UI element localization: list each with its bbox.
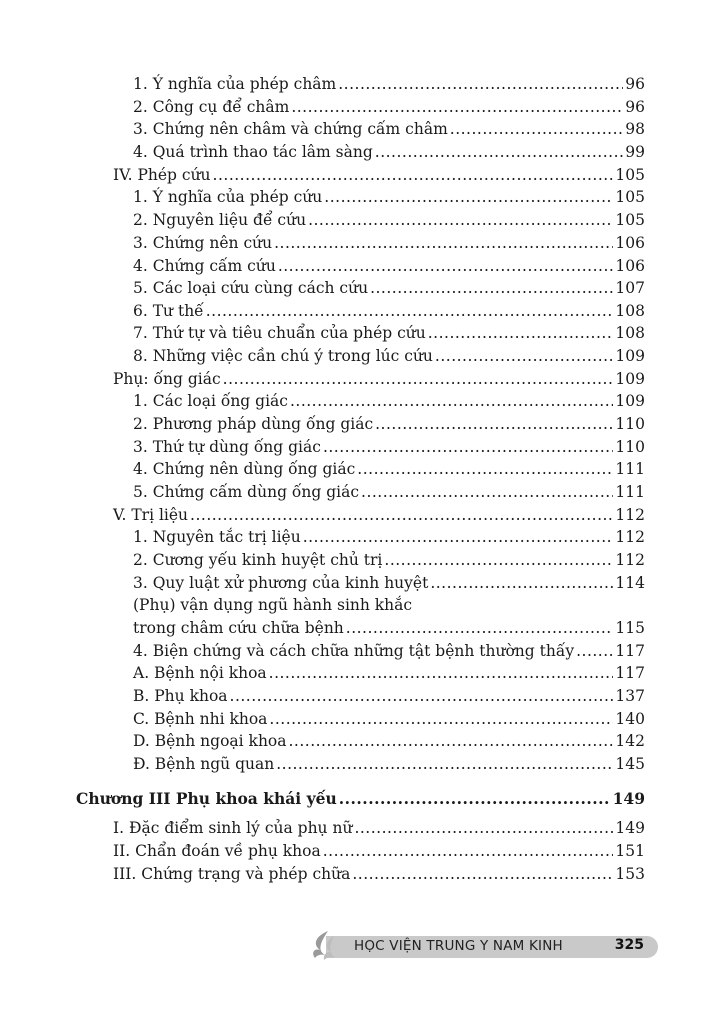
toc-leader <box>190 505 613 525</box>
toc-leader <box>576 641 613 661</box>
toc-leader <box>428 323 614 343</box>
toc-entry <box>133 573 645 593</box>
toc-entry-label: 3. Chứng nên cứu <box>133 234 273 252</box>
toc-entry-label: trong châm cứu chữa bệnh <box>133 619 344 637</box>
toc-entry-label: 3. Quy luật xử phương của kinh huyệt <box>133 574 429 592</box>
toc-leader <box>339 789 611 809</box>
footer-page-number: 325 <box>614 937 644 953</box>
toc-leader <box>303 527 614 547</box>
toc-leader <box>346 618 614 638</box>
toc-leader <box>323 841 614 861</box>
toc-entry-page: 142 <box>615 732 645 750</box>
toc-entry-page: 137 <box>615 687 645 705</box>
toc-entry <box>133 210 645 230</box>
toc-entry-label: A. Bệnh nội khoa <box>133 664 267 682</box>
toc-entry <box>133 97 645 117</box>
toc-entry <box>133 119 645 139</box>
toc-leader <box>213 165 614 185</box>
toc-entry-label: 1. Các loại ống giác <box>133 392 288 410</box>
toc-entry-label: Đ. Bệnh ngũ quan <box>133 755 275 773</box>
toc-entry-label: 5. Chứng cấm dùng ống giác <box>133 483 360 501</box>
toc-entry-page: 110 <box>615 438 645 456</box>
toc-entry-page: 117 <box>615 664 645 682</box>
toc-entry-page: 109 <box>615 347 645 365</box>
toc-entry-page: 111 <box>615 460 645 478</box>
toc-leader <box>357 459 613 479</box>
toc-leader <box>274 233 613 253</box>
toc-entry-page: 110 <box>615 415 645 433</box>
toc-leader <box>384 550 613 570</box>
toc-entry-page: 114 <box>615 574 645 592</box>
toc-section <box>113 818 645 838</box>
toc-entry <box>133 709 645 729</box>
toc-entry-label: 3. Chứng nên châm và chứng cấm châm <box>133 120 448 138</box>
toc-leader <box>375 414 613 434</box>
toc-entry-label: 1. Ý nghĩa của phép châm <box>133 75 337 93</box>
toc-entry <box>133 550 645 570</box>
toc-leader <box>430 573 613 593</box>
toc-entry-label: 3. Thứ tự dùng ống giác <box>133 438 321 456</box>
toc-entry <box>133 278 645 298</box>
toc-entry-page: 105 <box>615 188 645 206</box>
toc-entry-label: 1. Nguyên tắc trị liệu <box>133 528 301 546</box>
toc-entry-label: 4. Chứng nên dùng ống giác <box>133 460 356 478</box>
toc-entry-label: 2. Cương yếu kinh huyệt chủ trị <box>133 551 383 569</box>
toc-leader <box>289 731 614 751</box>
toc-entry-label: 1. Ý nghĩa của phép cứu <box>133 188 323 206</box>
toc-entry-label: V. Trị liệu <box>113 506 189 524</box>
toc-entry-page: 145 <box>615 755 645 773</box>
toc-entry-label: III. Chứng trạng và phép chữa <box>113 865 351 883</box>
toc-entry-page: 151 <box>615 842 645 860</box>
toc-entry-label: 6. Tư thế <box>133 302 204 320</box>
toc-entry-label: 7. Thứ tự và tiêu chuẩn của phép cứu <box>133 324 426 342</box>
toc-entry <box>133 686 645 706</box>
toc-chapter-heading <box>76 789 645 809</box>
toc-entry <box>133 323 645 343</box>
toc-leader <box>308 210 613 230</box>
toc-entry <box>133 731 645 751</box>
toc-entry-page: 108 <box>615 324 645 342</box>
toc-entry-page: 96 <box>625 98 645 116</box>
toc-entry-page: 140 <box>615 710 645 728</box>
toc-leader <box>324 187 613 207</box>
toc-leader <box>370 278 613 298</box>
toc-leader <box>223 369 614 389</box>
toc-entry <box>133 618 645 638</box>
toc-entry-page: 111 <box>615 483 645 501</box>
toc-entry <box>133 663 645 683</box>
toc-leader <box>323 437 613 457</box>
toc-entry <box>133 459 645 479</box>
toc-entry-page: 99 <box>625 143 645 161</box>
toc-leader <box>361 482 613 502</box>
toc-chapter-page: 149 <box>612 789 645 808</box>
toc-leader <box>269 709 613 729</box>
toc-entry <box>133 595 645 615</box>
toc-leader <box>338 74 623 94</box>
toc-entry-page: 106 <box>615 234 645 252</box>
toc-entry <box>133 527 645 547</box>
toc-entry-page: 112 <box>615 551 645 569</box>
toc-leader <box>354 818 613 838</box>
toc-entry <box>133 346 645 366</box>
publisher-logo-icon <box>306 930 342 962</box>
toc-entry <box>133 74 645 94</box>
toc-entry-label: 4. Chứng cấm cứu <box>133 257 276 275</box>
toc-entry <box>133 754 645 774</box>
toc-entry <box>133 142 645 162</box>
toc-entry-label: 2. Công cụ để châm <box>133 98 290 116</box>
toc-leader <box>352 864 613 884</box>
toc-entry-page: 112 <box>615 528 645 546</box>
toc-entry <box>133 641 645 661</box>
toc-entry-page: 117 <box>615 642 645 660</box>
toc-leader <box>230 686 614 706</box>
toc-entry <box>133 391 645 411</box>
toc-entry-page: 115 <box>615 619 645 637</box>
toc-entry-page: 153 <box>615 865 645 883</box>
toc-leader <box>278 256 614 276</box>
toc-section <box>113 369 645 389</box>
toc-entry <box>133 187 645 207</box>
toc-entry-label: D. Bệnh ngoại khoa <box>133 732 287 750</box>
toc-leader <box>450 119 623 139</box>
toc-entry-label: 8. Những việc cần chú ý trong lúc cứu <box>133 347 433 365</box>
toc-entry-page: 98 <box>625 120 645 138</box>
toc-chapter-label: Chương III Phụ khoa khái yếu <box>76 789 337 808</box>
toc-section <box>113 841 645 861</box>
toc-section <box>113 864 645 884</box>
toc-entry-page: 105 <box>615 211 645 229</box>
toc-entry-label: IV. Phép cứu <box>113 166 211 184</box>
toc-entry-label: (Phụ) vận dụng ngũ hành sinh khắc <box>133 596 413 614</box>
toc-entry-page: 105 <box>615 166 645 184</box>
toc-entry <box>133 301 645 321</box>
toc-entry-page: 112 <box>615 506 645 524</box>
toc-entry <box>133 437 645 457</box>
toc-entry <box>133 414 645 434</box>
toc-entry-label: 4. Biện chứng và cách chữa những tật bệnh thường thấy <box>133 642 575 660</box>
toc-entry-label: 2. Nguyên liệu để cứu <box>133 211 307 229</box>
toc-entry <box>133 482 645 502</box>
toc-leader <box>375 142 623 162</box>
toc-entry <box>133 233 645 253</box>
toc-entry-label: 5. Các loại cứu cùng cách cứu <box>133 279 369 297</box>
toc-section <box>113 165 645 185</box>
toc-entry-page: 109 <box>615 370 645 388</box>
toc-entry-label: B. Phụ khoa <box>133 687 228 705</box>
toc-leader <box>291 97 623 117</box>
toc-entry-label: Phụ: ống giác <box>113 370 221 388</box>
toc-entry-page: 96 <box>625 75 645 93</box>
toc-entry-page: 109 <box>615 392 645 410</box>
toc-entry-label: I. Đặc điểm sinh lý của phụ nữ <box>113 819 353 837</box>
toc-entry-page: 108 <box>615 302 645 320</box>
toc-entry-label: 4. Quá trình thao tác lâm sàng <box>133 143 373 161</box>
toc-entry-page: 106 <box>615 257 645 275</box>
toc-entry-page: 149 <box>615 819 645 837</box>
toc-entry-page: 107 <box>615 279 645 297</box>
toc-section <box>113 505 645 525</box>
toc-leader <box>290 391 613 411</box>
footer-publisher: HỌC VIỆN TRUNG Y NAM KINH <box>354 938 563 954</box>
toc-entry-label: C. Bệnh nhi khoa <box>133 710 268 728</box>
toc-entry <box>133 256 645 276</box>
toc-leader <box>435 346 613 366</box>
toc-leader <box>206 301 614 321</box>
page-footer <box>306 930 658 960</box>
toc-leader <box>269 663 614 683</box>
toc-entry-label: 2. Phương pháp dùng ống giác <box>133 415 374 433</box>
toc-entry-label: II. Chẩn đoán về phụ khoa <box>113 842 321 860</box>
toc-leader <box>276 754 613 774</box>
